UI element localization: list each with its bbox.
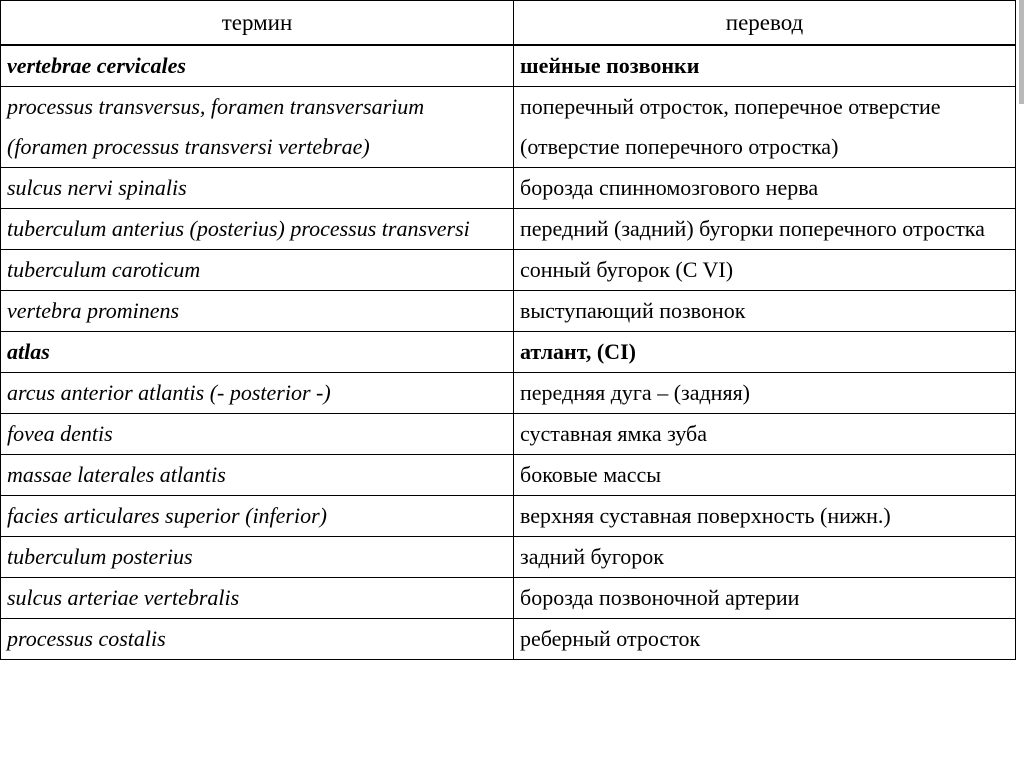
translation-cell: атлант, (CI): [514, 332, 1016, 373]
term-cell: sulcus nervi spinalis: [1, 168, 514, 209]
table-row: [1, 209, 1016, 250]
table-row: [1, 332, 1016, 373]
term-cell: vertebrae cervicales: [1, 45, 514, 87]
term-cell: facies articulares superior (inferior): [1, 496, 514, 537]
translation-cell: реберный отросток: [514, 619, 1016, 660]
translation-cell: выступающий позвонок: [514, 291, 1016, 332]
translation-cell: сонный бугорок (C VI): [514, 250, 1016, 291]
table-row: [1, 87, 1016, 168]
term-cell: processus transversus, foramen transversarium (foramen processus transversi vertebrae): [1, 87, 514, 168]
term-cell: arcus anterior atlantis (- posterior -): [1, 373, 514, 414]
translation-cell: борозда спинномозгового нерва: [514, 168, 1016, 209]
table-row: [1, 45, 1016, 87]
table-header-row: [1, 1, 1016, 46]
translation-cell: задний бугорок: [514, 537, 1016, 578]
translation-cell: боковые массы: [514, 455, 1016, 496]
table-row: [1, 414, 1016, 455]
table-row: [1, 250, 1016, 291]
table-row: [1, 455, 1016, 496]
translation-cell: суставная ямка зуба: [514, 414, 1016, 455]
header-term: термин: [1, 1, 514, 46]
table-row: [1, 578, 1016, 619]
translation-cell: борозда позвоночной артерии: [514, 578, 1016, 619]
term-cell: tuberculum posterius: [1, 537, 514, 578]
slide-edge-mark: [1019, 0, 1024, 104]
term-cell: tuberculum caroticum: [1, 250, 514, 291]
term-cell: vertebra prominens: [1, 291, 514, 332]
term-cell: processus costalis: [1, 619, 514, 660]
header-translation: перевод: [514, 1, 1016, 46]
term-cell: massae laterales atlantis: [1, 455, 514, 496]
term-cell: fovea dentis: [1, 414, 514, 455]
table-row: [1, 373, 1016, 414]
table-row: [1, 619, 1016, 660]
table-row: [1, 291, 1016, 332]
term-cell: tuberculum anterius (posterius) processus transversi: [1, 209, 514, 250]
translation-cell: поперечный отросток, поперечное отверстие (отверстие поперечного отростка): [514, 87, 1016, 168]
table-row: [1, 168, 1016, 209]
table-row: [1, 496, 1016, 537]
term-cell: atlas: [1, 332, 514, 373]
translation-cell: передний (задний) бугорки поперечного отростка: [514, 209, 1016, 250]
translation-cell: передняя дуга – (задняя): [514, 373, 1016, 414]
translation-cell: верхняя суставная поверхность (нижн.): [514, 496, 1016, 537]
table-row: [1, 537, 1016, 578]
term-cell: sulcus arteriae vertebralis: [1, 578, 514, 619]
translation-cell: шейные позвонки: [514, 45, 1016, 87]
